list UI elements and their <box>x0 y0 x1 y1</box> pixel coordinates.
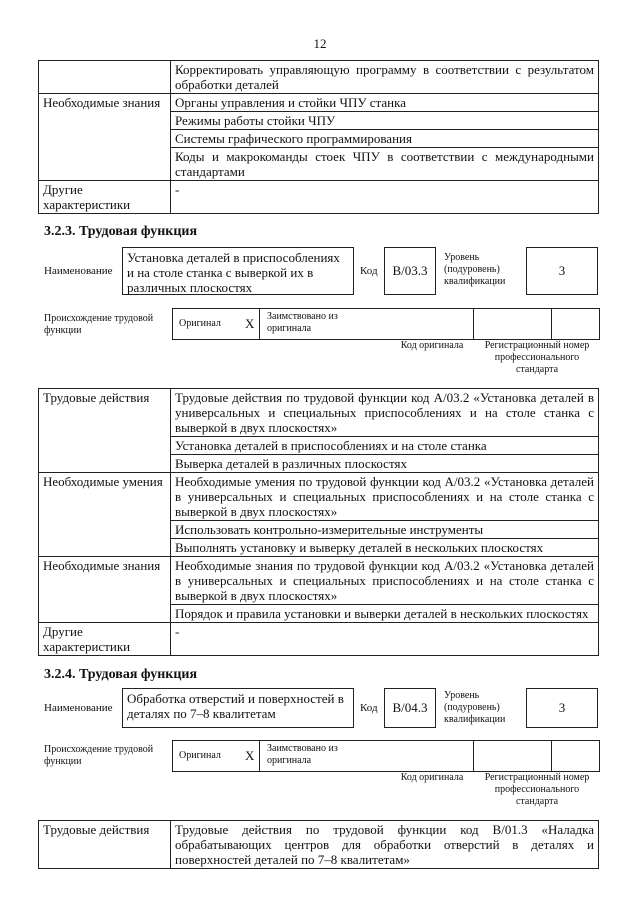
row-label <box>39 61 171 94</box>
table-row <box>39 821 599 869</box>
original-label: Оригинал <box>179 318 221 329</box>
section-heading: 3.2.4. Трудовая функция <box>44 667 198 682</box>
origin-row <box>172 308 600 340</box>
level-box <box>526 247 598 295</box>
table-row <box>39 94 599 112</box>
table-row <box>39 557 599 605</box>
reg-number-caption: Регистрационный номер профессионального стандарта <box>484 340 590 375</box>
row-label: Другие характеристики <box>39 623 171 656</box>
borrowed-label: Заимствовано из оригинала <box>267 743 338 766</box>
top-table <box>38 60 599 214</box>
row-value: Использовать контрольно-измерительные инструменты <box>171 521 599 539</box>
row-value: Выверка деталей в различных плоскостях <box>171 455 599 473</box>
code-box <box>384 688 436 728</box>
row-value: Системы графического программирования <box>171 130 599 148</box>
table-row <box>39 389 599 437</box>
row-value: Необходимые знания по трудовой функции код А/03.2 «Установка деталей в универсальных и специальных приспособлениях и на столе станка с выверкой в двух плоскостях» <box>171 557 599 605</box>
original-mark: X <box>245 316 255 331</box>
table-row <box>39 473 599 521</box>
row-value: - <box>171 623 599 656</box>
level-value: 3 <box>558 263 566 278</box>
row-value: Трудовые действия по трудовой функции код А/03.2 «Установка деталей в универсальных и специальных приспособлениях и на столе станка с выверкой в двух плоскостях» <box>171 389 599 437</box>
table-row <box>39 61 599 94</box>
row-value: Необходимые умения по трудовой функции код А/03.2 «Установка деталей в универсальных и специальных приспособлениях и на столе станка с выверкой в двух плоскостях» <box>171 473 599 521</box>
section-heading: 3.2.3. Трудовая функция <box>44 224 198 239</box>
function-name-box <box>122 247 354 295</box>
level-box <box>526 688 598 728</box>
row-value: - <box>171 181 599 214</box>
level-label: Уровень (подуровень) квалификации <box>444 252 506 287</box>
function-name-value: Установка деталей в приспособлениях и на столе станка с выверкой их в различных плоскостях <box>127 250 340 295</box>
row-value: Порядок и правила установки и выверки деталей в нескольких плоскостях <box>171 605 599 623</box>
original-mark: X <box>245 748 255 763</box>
row-label: Трудовые действия <box>39 389 171 473</box>
code-box <box>384 247 436 295</box>
page-number: 12 <box>313 36 327 51</box>
reg-number-caption: Регистрационный номер профессионального стандарта <box>484 772 590 807</box>
row-label: Трудовые действия <box>39 821 171 869</box>
row-value: Режимы работы стойки ЧПУ <box>171 112 599 130</box>
origin-label: Происхождение трудовой функции <box>44 313 154 336</box>
row-value: Коды и макрокоманды стоек ЧПУ в соответствии с международными стандартами <box>171 148 599 181</box>
section-324-table <box>38 820 599 869</box>
row-label: Необходимые знания <box>39 94 171 181</box>
level-label: Уровень (подуровень) квалификации <box>444 690 506 725</box>
level-value: 3 <box>558 700 566 715</box>
name-label: Наименование <box>44 265 113 277</box>
function-name-value: Обработка отверстий и поверхностей в деталях по 7–8 квалитетам <box>127 691 344 721</box>
origin-row <box>172 740 600 772</box>
table-row <box>39 181 599 214</box>
row-value: Органы управления и стойки ЧПУ станка <box>171 94 599 112</box>
section-323-table <box>38 388 599 656</box>
code-label: Код <box>360 702 378 714</box>
origin-label: Происхождение трудовой функции <box>44 744 154 767</box>
code-original-caption: Код оригинала <box>400 340 464 351</box>
original-label: Оригинал <box>179 750 221 761</box>
borrowed-label: Заимствовано из оригинала <box>267 311 338 334</box>
row-label: Другие характеристики <box>39 181 171 214</box>
code-value: B/03.3 <box>392 263 428 278</box>
row-label: Необходимые умения <box>39 473 171 557</box>
code-label: Код <box>360 265 378 277</box>
row-value: Трудовые действия по трудовой функции код В/01.3 «Наладка обрабатывающих центров для обработки отверстий в деталях и поверхностей деталей по 7–8 квалитетам» <box>171 821 599 869</box>
function-name-box <box>122 688 354 728</box>
row-value: Установка деталей в приспособлениях и на столе станка <box>171 437 599 455</box>
row-value: Корректировать управляющую программу в соответствии с результатом обработки деталей <box>171 61 599 94</box>
name-label: Наименование <box>44 702 113 714</box>
code-value: B/04.3 <box>392 700 428 715</box>
row-label: Необходимые знания <box>39 557 171 623</box>
code-original-caption: Код оригинала <box>400 772 464 783</box>
table-row <box>39 623 599 656</box>
row-value: Выполнять установку и выверку деталей в нескольких плоскостях <box>171 539 599 557</box>
